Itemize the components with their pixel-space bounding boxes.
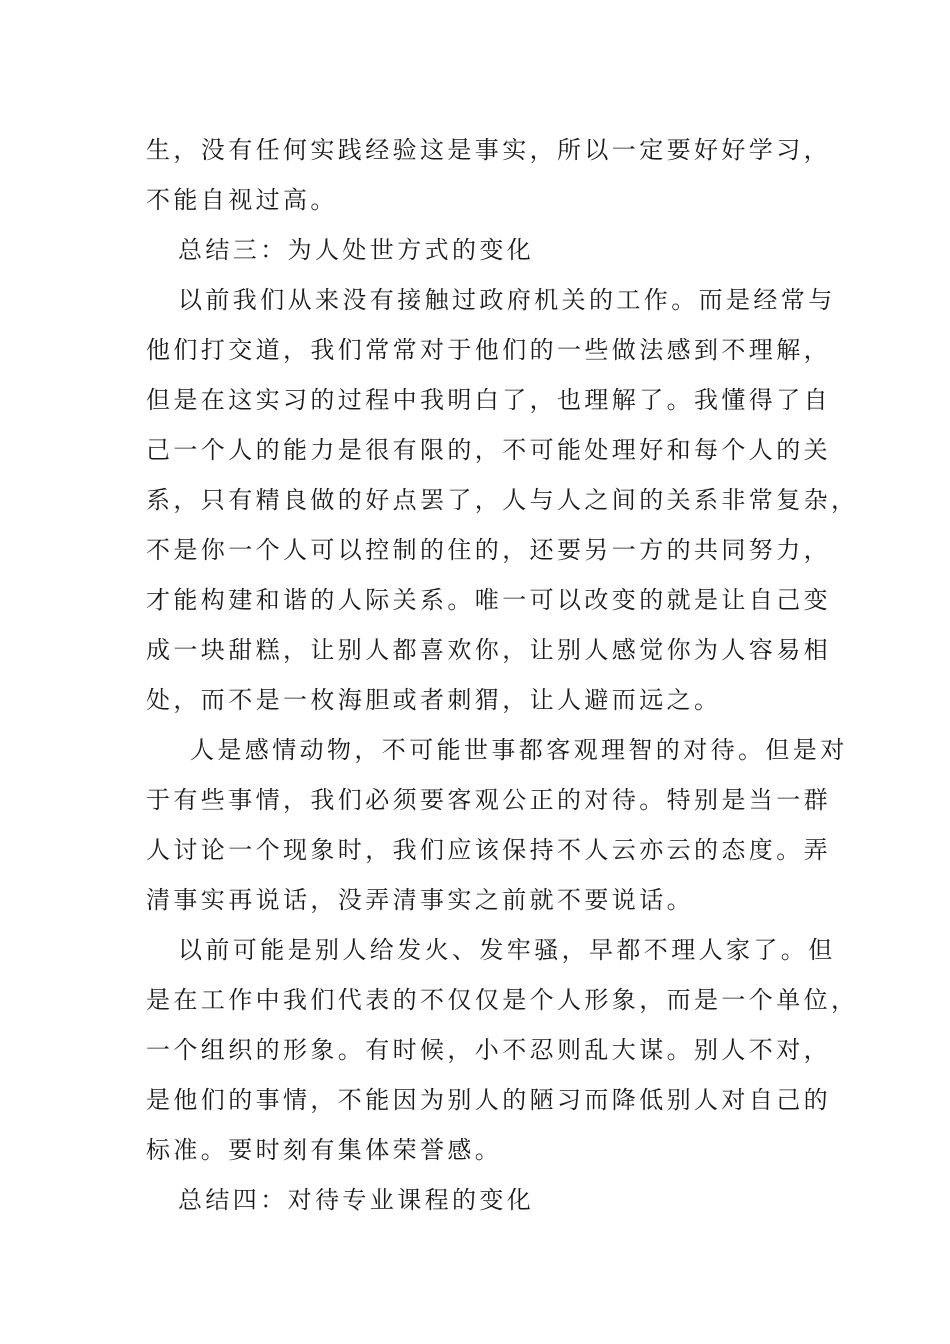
body-text-line: 他们打交道，我们常常对于他们的一些做法感到不理解， — [146, 336, 831, 364]
body-text-line: 己一个人的能力是很有限的，不可能处理好和每个人的关 — [146, 436, 831, 464]
body-text-line: 才能构建和谐的人际关系。唯一可以改变的就是让自己变 — [146, 586, 831, 614]
body-text-line: 不能自视过高。 — [146, 186, 338, 214]
body-text-line: 清事实再说话，没弄清事实之前就不要说话。 — [146, 886, 694, 914]
body-text-line: 成一块甜糕，让别人都喜欢你，让别人感觉你为人容易相 — [146, 636, 831, 664]
section-heading-3: 总结三：为人处世方式的变化 — [178, 236, 535, 264]
body-text-line: 生，没有任何实践经验这是事实，所以一定要好好学习， — [146, 136, 831, 164]
body-text-line: 一个组织的形象。有时候，小不忍则乱大谋。别人不对， — [146, 1036, 831, 1064]
body-text-line: 以前可能是别人给发火、发牢骚，早都不理人家了。但 — [178, 936, 836, 964]
body-text-line: 是他们的事情，不能因为别人的陋习而降低别人对自己的 — [146, 1086, 831, 1114]
body-text-line: 但是在这实习的过程中我明白了，也理解了。我懂得了自 — [146, 386, 831, 414]
body-text-line: 于有些事情，我们必须要客观公正的对待。特别是当一群 — [146, 786, 831, 814]
body-text-line: 标准。要时刻有集体荣誉感。 — [146, 1136, 503, 1164]
body-text-line: 人讨论一个现象时，我们应该保持不人云亦云的态度。弄 — [146, 836, 831, 864]
body-text-line: 处，而不是一枚海胆或者刺猬，让人避而远之。 — [146, 686, 722, 714]
body-text-line: 不是你一个人可以控制的住的，还要另一方的共同努力， — [146, 536, 831, 564]
section-heading-4: 总结四：对待专业课程的变化 — [178, 1186, 535, 1214]
body-text-line: 人是感情动物，不可能世事都客观理智的对待。但是对 — [190, 736, 848, 764]
body-text-line: 是在工作中我们代表的不仅仅是个人形象，而是一个单位， — [146, 986, 859, 1014]
body-text-line: 以前我们从来没有接触过政府机关的工作。而是经常与 — [178, 286, 836, 314]
body-text-line: 系，只有精良做的好点罢了，人与人之间的关系非常复杂， — [146, 486, 859, 514]
